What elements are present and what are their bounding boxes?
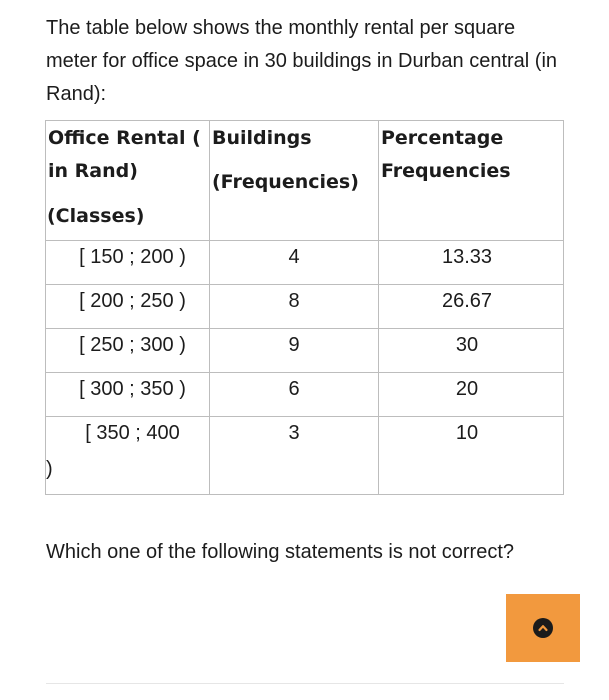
table-header-row [46,121,564,241]
percentage-cell: 26.67 [379,285,564,329]
frequency-cell: 3 [210,417,379,495]
table-row [46,373,564,417]
scroll-to-top-button[interactable] [506,594,580,662]
frequency-cell: 4 [210,241,379,285]
table-row [46,285,564,329]
percentage-cell: 20 [379,373,564,417]
percentage-cell: 10 [379,417,564,495]
class-cell [46,417,210,495]
header-office-rental-line1: Office Rental ( [48,127,201,149]
chevron-up-icon [533,618,553,638]
class-cell: [ 250 ; 300 ) [46,329,210,373]
percentage-cell: 13.33 [379,241,564,285]
header-buildings [210,121,379,241]
class-cell-overflow: ) [46,458,53,480]
table-row [46,329,564,373]
header-office-rental [46,121,210,241]
header-office-rental-line2: in Rand) [48,160,138,182]
table-row [46,417,564,495]
header-buildings-line1: Buildings [212,127,312,149]
intro-text: The table below shows the monthly rental per square meter for office space in 30 buildings in Durban central (in Rand): [46,17,558,105]
frequency-cell: 6 [210,373,379,417]
class-cell: [ 300 ; 350 ) [46,373,210,417]
frequency-cell: 8 [210,285,379,329]
class-cell: [ 150 ; 200 ) [46,241,210,285]
class-cell: [ 200 ; 250 ) [46,285,210,329]
table-row [46,241,564,285]
percentage-cell: 30 [379,329,564,373]
divider [46,683,564,684]
class-cell-text: [ 350 ; 400 [85,422,180,444]
header-percentage [379,121,564,241]
frequency-table [45,120,564,495]
header-office-rental-line3: (Classes) [47,205,145,227]
header-percentage-line2: Frequencies [381,160,511,182]
question-text: Which one of the following statements is not correct? [46,541,515,563]
header-percentage-line1: Percentage [381,127,504,149]
header-buildings-line2: (Frequencies) [212,171,359,193]
frequency-cell: 9 [210,329,379,373]
